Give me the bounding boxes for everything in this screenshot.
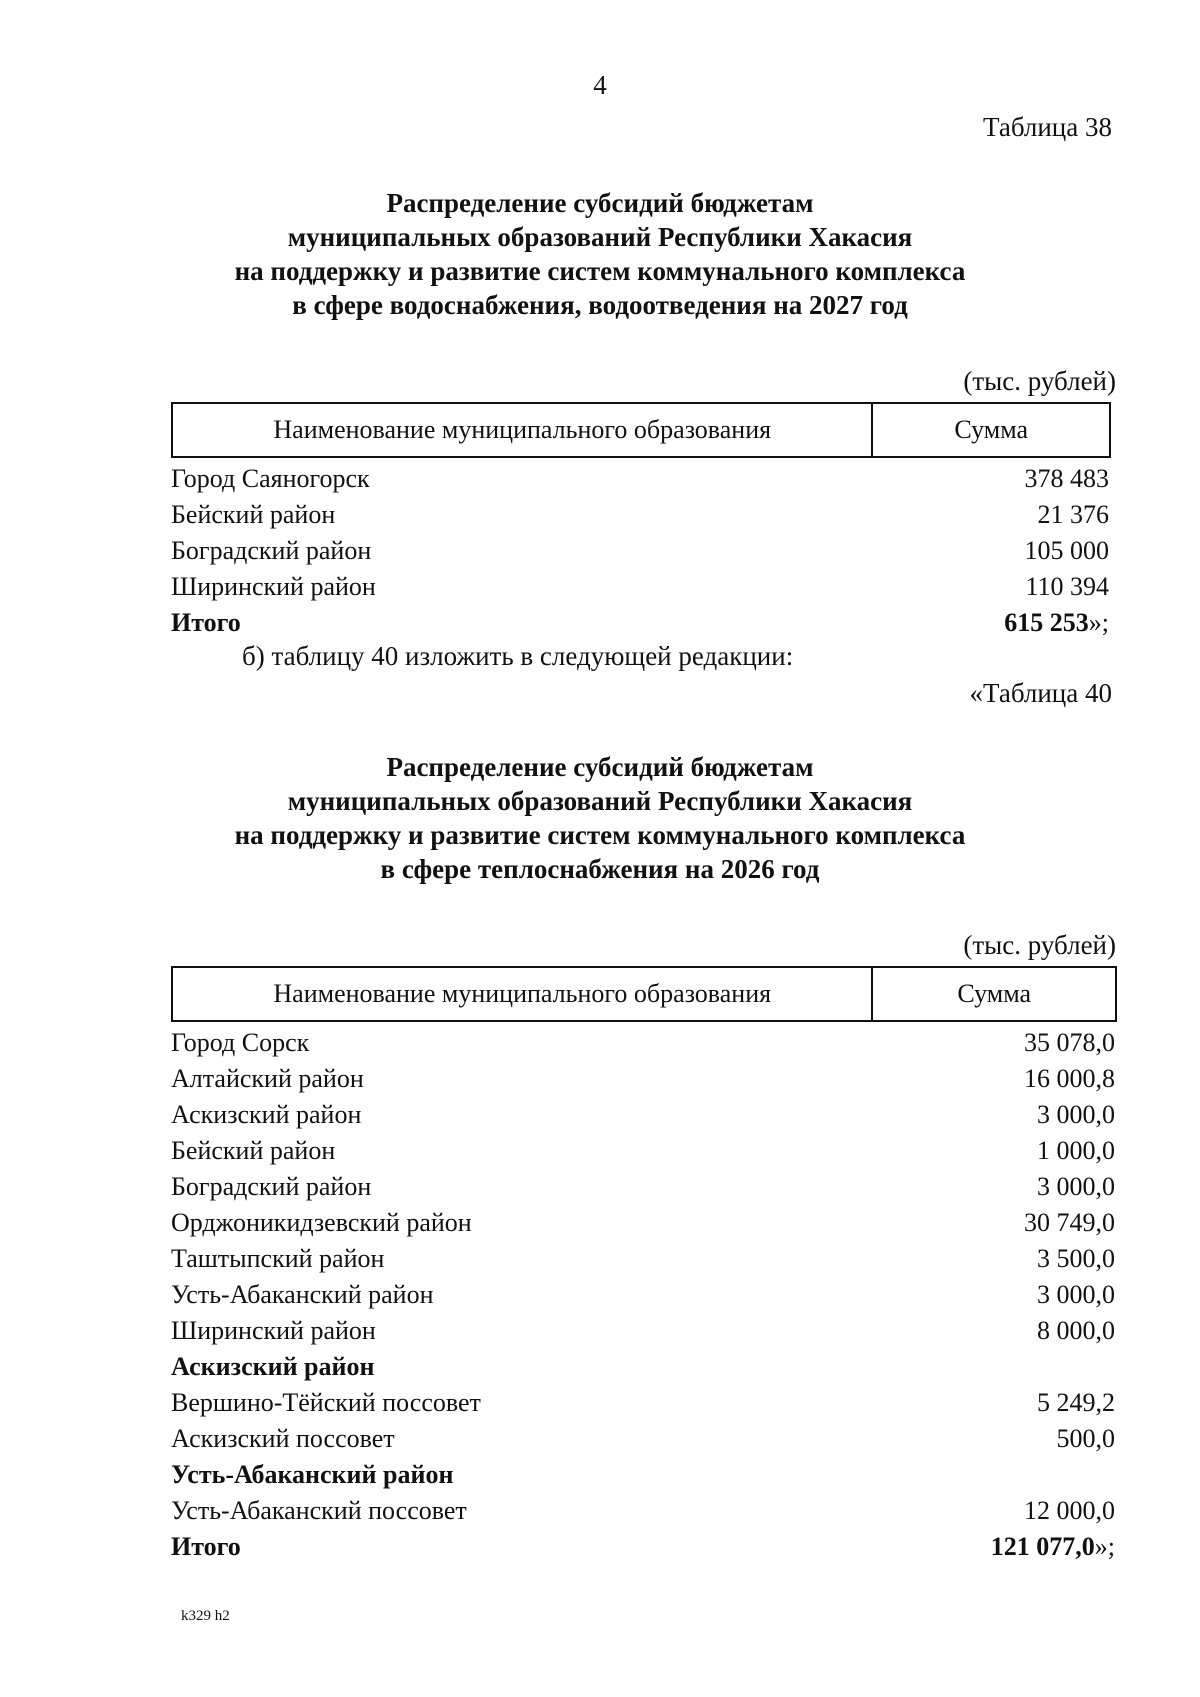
municipality-name: Бейский район	[171, 1136, 336, 1165]
table-38-label: Таблица 38	[983, 112, 1112, 142]
municipality-name: Бейский район	[171, 500, 336, 529]
table-row	[171, 1493, 1115, 1529]
municipality-name: Город Саяногорск	[171, 464, 370, 493]
table-row	[171, 1169, 1115, 1205]
municipality-name: Город Сорск	[171, 1028, 310, 1057]
closing-quote: »;	[1088, 608, 1109, 637]
municipality-name: Аскизский поссовет	[171, 1424, 395, 1453]
table-38-rows	[171, 461, 1109, 641]
amount-value: 8 000,0	[1037, 1316, 1115, 1345]
municipality-name: Усть-Абаканский район	[171, 1460, 454, 1489]
municipality-name: Ширинский район	[171, 572, 376, 601]
total-value: 615 253	[1004, 608, 1089, 637]
amount-value: 16 000,8	[1024, 1064, 1115, 1093]
heading-line: на поддержку и развитие систем коммунального комплекса	[234, 820, 966, 850]
table-40-label: «Таблица 40	[969, 678, 1112, 708]
total-amount	[991, 1529, 1115, 1565]
total-row	[171, 1529, 1115, 1565]
table-row	[171, 1205, 1115, 1241]
amount-value: 105 000	[1024, 536, 1109, 565]
total-label: Итого	[171, 608, 241, 637]
amount-value: 3 000,0	[1037, 1100, 1115, 1129]
municipality-name: Боградский район	[171, 536, 372, 565]
municipality-name: Боградский район	[171, 1172, 372, 1201]
amount-value: 3 000,0	[1037, 1172, 1115, 1201]
amendment-instruction: б) таблицу 40 изложить в следующей редакции:	[242, 641, 794, 671]
municipality-name: Усть-Абаканский поссовет	[171, 1496, 467, 1525]
table-row	[171, 1277, 1115, 1313]
amount-value: 5 249,2	[1037, 1388, 1115, 1417]
total-value: 121 077,0	[990, 1532, 1095, 1561]
amount-value: 378 483	[1024, 464, 1109, 493]
section-heading-row	[171, 1457, 1115, 1493]
table-row	[171, 1061, 1115, 1097]
table-40-header	[171, 966, 1117, 1022]
table-row	[171, 1313, 1115, 1349]
municipality-name: Орджоникидзевский район	[171, 1208, 472, 1237]
municipality-name: Алтайский район	[171, 1064, 364, 1093]
heading-line: на поддержку и развитие систем коммунального комплекса	[234, 256, 966, 286]
table-row	[171, 497, 1109, 533]
table-row	[171, 1241, 1115, 1277]
heading-line: Распределение субсидий бюджетам	[386, 188, 814, 218]
amount-value: 21 376	[1037, 500, 1109, 529]
heading-line: муниципальных образований Республики Хакасия	[287, 786, 913, 816]
column-header-name: Наименование муниципального образования	[172, 967, 872, 1021]
table-row	[171, 1097, 1115, 1133]
column-header-sum: Сумма	[872, 967, 1116, 1021]
table-row	[171, 1385, 1115, 1421]
municipality-name: Усть-Абаканский район	[171, 1280, 434, 1309]
heading-line: в сфере водоснабжения, водоотведения на 2027 год	[292, 290, 908, 320]
municipality-name: Ширинский район	[171, 1316, 376, 1345]
table-38-heading	[0, 186, 1200, 322]
table-row	[171, 1025, 1115, 1061]
table-row	[171, 569, 1109, 605]
municipality-name: Таштыпский район	[171, 1244, 385, 1273]
amount-value: 500,0	[1056, 1424, 1115, 1453]
municipality-name: Вершино-Тёйский поссовет	[171, 1388, 481, 1417]
amount-value: 3 500,0	[1037, 1244, 1115, 1273]
total-amount	[1004, 605, 1109, 641]
table-40-heading	[0, 750, 1200, 886]
table-row	[171, 461, 1109, 497]
column-header-sum: Сумма	[872, 403, 1110, 457]
amount-value: 35 078,0	[1024, 1028, 1115, 1057]
table-40-rows	[171, 1025, 1115, 1565]
document-code: k329 h2	[181, 1608, 230, 1624]
total-row	[171, 605, 1109, 641]
closing-quote: »;	[1094, 1532, 1115, 1561]
column-header-name: Наименование муниципального образования	[172, 403, 872, 457]
amount-value: 3 000,0	[1037, 1280, 1115, 1309]
section-heading-row	[171, 1349, 1115, 1385]
amount-value: 110 394	[1025, 572, 1109, 601]
municipality-name: Аскизский район	[171, 1100, 362, 1129]
heading-line: Распределение субсидий бюджетам	[386, 752, 814, 782]
table-38-units: (тыс. рублей)	[963, 366, 1116, 396]
table-row	[171, 1133, 1115, 1169]
municipality-name: Аскизский район	[171, 1352, 375, 1381]
page-number: 4	[593, 70, 607, 100]
table-row	[171, 1421, 1115, 1457]
heading-line: муниципальных образований Республики Хакасия	[287, 222, 913, 252]
amount-value: 30 749,0	[1024, 1208, 1115, 1237]
heading-line: в сфере теплоснабжения на 2026 год	[380, 854, 820, 884]
amount-value: 12 000,0	[1024, 1496, 1115, 1525]
table-38-header	[171, 402, 1111, 458]
total-label: Итого	[171, 1532, 241, 1561]
table-row	[171, 533, 1109, 569]
amount-value: 1 000,0	[1037, 1136, 1115, 1165]
table-40-units: (тыс. рублей)	[963, 930, 1116, 960]
